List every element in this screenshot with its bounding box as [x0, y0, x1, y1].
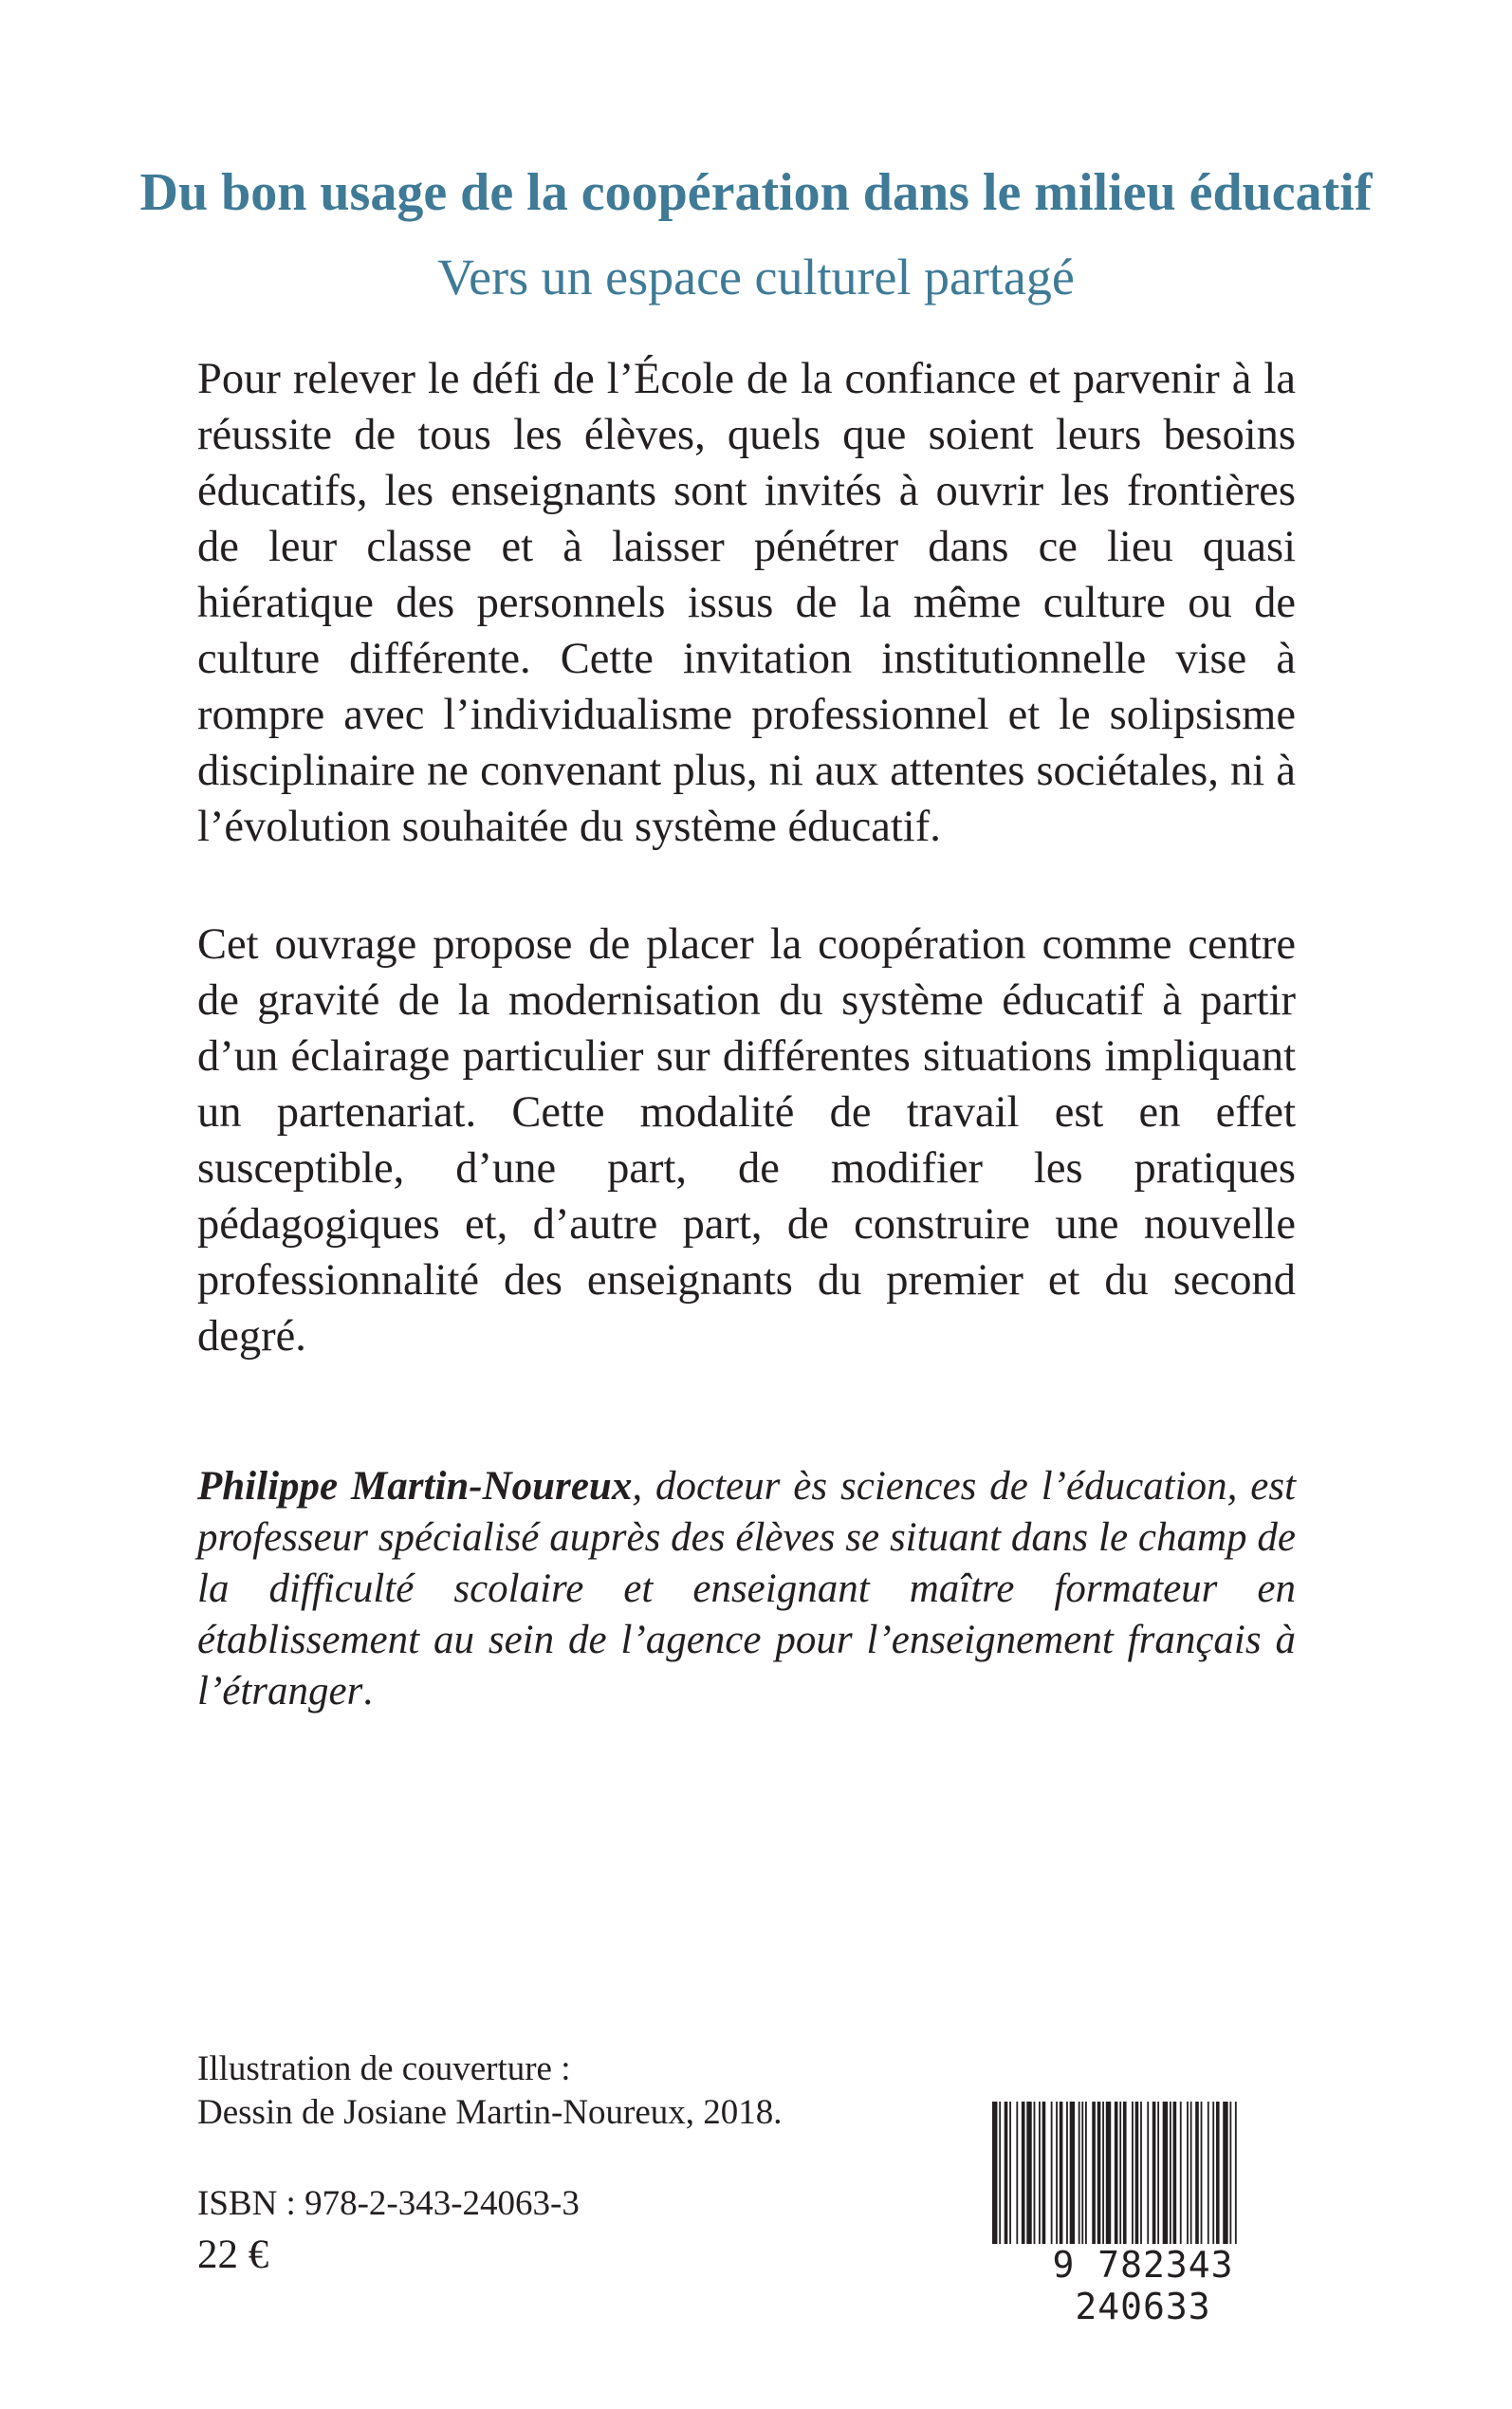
- illustration-credit: Dessin de Josiane Martin-Noureux, 2018.: [197, 2093, 783, 2132]
- summary-paragraph-2: Cet ouvrage propose de placer la coopération comme centre de gravité de la modernisation du système éducatif à partir d’un éclairage particulier sur différentes situations impliquant un partenariat. Cette modalité de travail est en effet susceptible, d’une part, de modifier les pratiques pédagogiques et, d’autre part, de construire une nouvelle professionnalité des enseignants du premier et du second degré.: [197, 920, 1296, 1361]
- isbn: ISBN : 978-2-343-24063-3: [197, 2184, 580, 2223]
- summary-paragraph-1: Pour relever le défi de l’École de la confiance et parvenir à la réussite de tous les élèves, quels que soient leurs besoins éducatifs, les enseignants sont invités à ouvrir les frontières de leur classe et à laisser pénétrer dans ce lieu quasi hiératique des personnels issus de la même culture ou de culture différente. Cette invitation institutionnelle vise à rompre avec l’individualisme professionnel et le solipsisme disciplinaire ne convenant plus, ni aux attentes sociétales, ni à l’évolution souhaitée du système éducatif.: [197, 355, 1296, 851]
- book-subtitle: Vers un espace culturel partagé: [437, 249, 1075, 306]
- author-bio: [197, 1461, 1296, 1717]
- book-title: Du bon usage de la coopération dans le milieu éducatif: [139, 163, 1373, 222]
- price: 22 €: [197, 2233, 269, 2277]
- illustration-label: Illustration de couverture :: [197, 2049, 571, 2088]
- author-bio-text: , docteur ès sciences de l’éducation, est professeur spécialisé auprès des élèves se situant dans le champ de la difficulté scolaire et enseignant maître formateur en établissement au sein de l’agence pour l’enseignement français à l’étranger: [197, 1464, 1297, 1714]
- author-name: Philippe Martin-Noureux: [197, 1464, 633, 1509]
- barcode-digits: 9 782343 240633: [986, 2244, 1300, 2327]
- author-bio-end: .: [362, 1669, 374, 1714]
- illustration-credit-block: [197, 2048, 783, 2135]
